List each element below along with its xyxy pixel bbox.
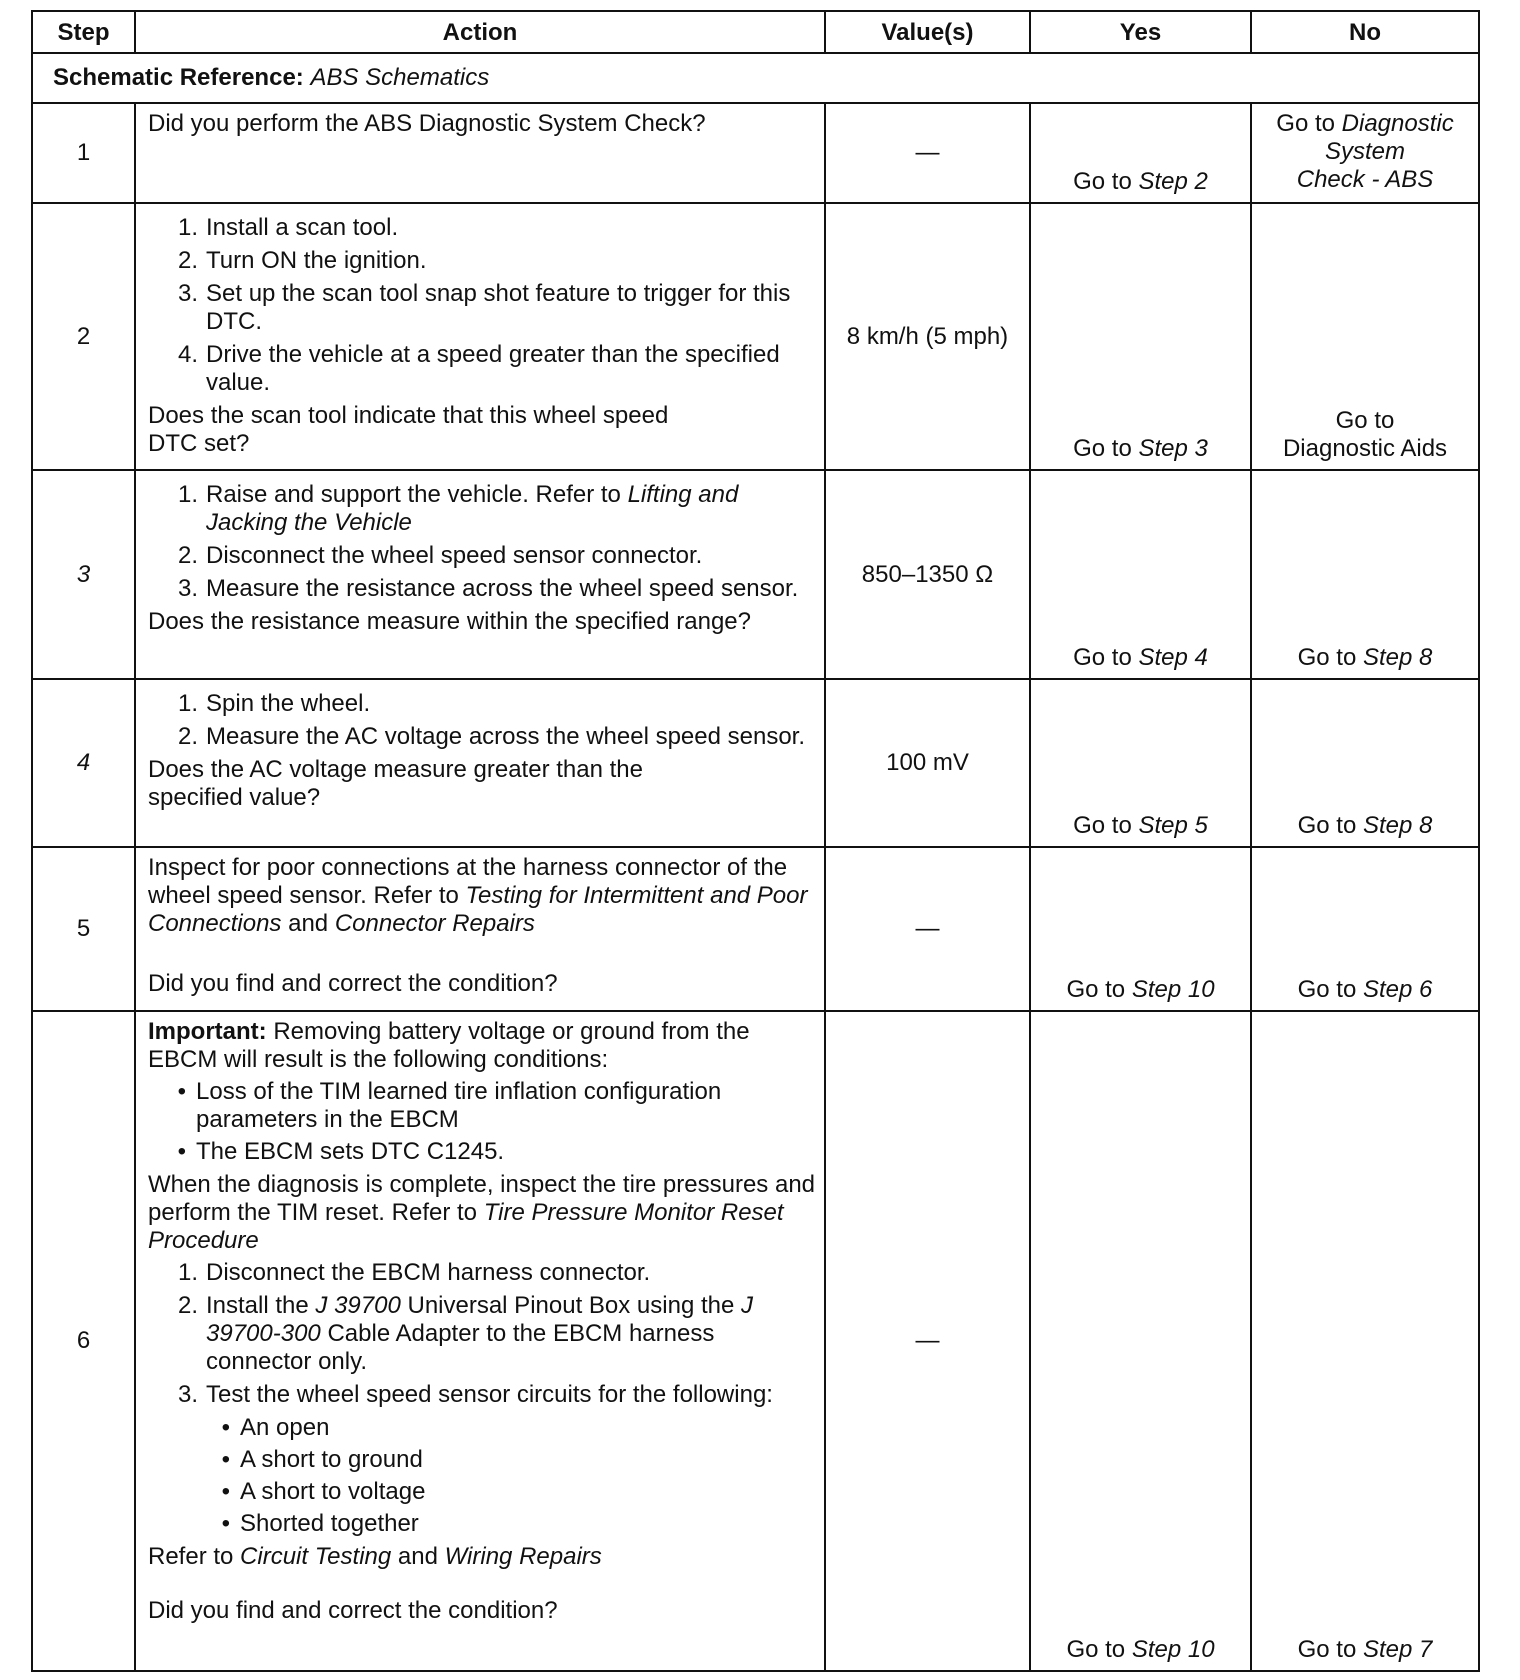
table-row — [32, 203, 1479, 470]
procedure-list — [148, 690, 816, 751]
action-question: Does the AC voltage measure greater than the specified value? — [148, 756, 643, 811]
yes-step-link[interactable]: Step 5 — [1138, 812, 1208, 839]
list-item: 1. Install a scan tool. — [177, 214, 399, 241]
value-cell: — — [825, 847, 1030, 1011]
yes-step-link[interactable]: Step 2 — [1138, 168, 1208, 195]
no-cell — [1251, 203, 1479, 470]
procedure-list — [148, 214, 816, 397]
goto-text: Go to — [1297, 812, 1357, 839]
value-cell: 850–1350 Ω — [825, 470, 1030, 679]
no-step-link[interactable]: Step 8 — [1362, 644, 1433, 671]
important-note: Important: Removing battery voltage or ground from the EBCM will result is the following conditions: — [148, 1018, 750, 1073]
list-item: 3. Measure the resistance across the wheel speed sensor. — [177, 575, 799, 602]
procedure-list — [148, 481, 816, 603]
goto-text: Go to — [1066, 1636, 1126, 1663]
list-item: • Shorted together — [221, 1510, 419, 1537]
list-item: • Loss of the TIM learned tire inflation configuration parameters in the EBCM — [177, 1078, 722, 1133]
no-cell — [1251, 679, 1479, 847]
no-link-line2[interactable]: System — [1324, 138, 1405, 165]
value-cell: — — [825, 103, 1030, 203]
schematic-reference-label: Schematic Reference: — [53, 64, 304, 91]
diagnostic-table — [31, 10, 1480, 1672]
reference-link[interactable]: Testing for Intermittent and Poor Connections — [148, 882, 808, 937]
action-cell — [135, 470, 825, 679]
no-cell — [1251, 1011, 1479, 1671]
no-step-link[interactable]: Step 7 — [1362, 1636, 1433, 1663]
goto-text: Go to — [1073, 812, 1132, 839]
tool-reference: J 39700-300 — [206, 1292, 754, 1347]
goto-text: Go to — [1073, 644, 1132, 671]
step-number: 6 — [32, 1011, 135, 1671]
schematic-reference-link[interactable]: ABS Schematics — [310, 64, 490, 91]
no-step-link[interactable]: Step 6 — [1362, 976, 1433, 1003]
action-cell — [135, 1011, 825, 1671]
yes-step-link[interactable]: Step 3 — [1138, 435, 1208, 462]
header-step: Step — [32, 11, 135, 53]
goto-text: Go to — [1297, 976, 1357, 1003]
value-cell: — — [825, 1011, 1030, 1671]
no-link-line1[interactable]: Diagnostic — [1341, 110, 1454, 137]
goto-text: Go to — [1066, 976, 1126, 1003]
no-cell — [1251, 470, 1479, 679]
action-cell — [135, 203, 825, 470]
yes-step-link[interactable]: Step 10 — [1131, 1636, 1215, 1663]
reference-link[interactable]: Wiring Repairs — [444, 1543, 602, 1570]
schematic-reference — [32, 53, 1479, 103]
step-number: 2 — [32, 203, 135, 470]
goto-text: Go to — [1297, 1636, 1357, 1663]
action-question: Does the resistance measure within the specified range? — [148, 608, 751, 635]
value-cell: 100 mV — [825, 679, 1030, 847]
goto-text: Go to — [1335, 407, 1395, 434]
list-item: 1. Spin the wheel. — [177, 690, 371, 717]
table-row — [32, 847, 1479, 1011]
schematic-reference-row — [32, 53, 1479, 103]
action-question: Did you find and correct the condition? — [148, 970, 558, 997]
yes-cell — [1030, 103, 1251, 203]
header-values: Value(s) — [825, 11, 1030, 53]
no-cell — [1251, 103, 1479, 203]
action-question: Did you perform the ABS Diagnostic System Check? — [148, 110, 706, 137]
list-item: 3. Set up the scan tool snap shot feature to trigger for this DTC. — [177, 280, 791, 335]
reference-link[interactable]: Connector Repairs — [334, 910, 535, 937]
table-row — [32, 1011, 1479, 1671]
yes-step-link[interactable]: Step 4 — [1138, 644, 1208, 671]
action-instruction: Inspect for poor connections at the harness connector of the wheel speed sensor. Refer to Testing for Intermittent and Poor Connections and Connector Repairs — [148, 854, 808, 937]
list-item: 2. Install the J 39700 Universal Pinout Box using the J 39700-300 Cable Adapter to the EBCM harness connector only. — [177, 1292, 754, 1375]
header-no: No — [1251, 11, 1479, 53]
list-item: • The EBCM sets DTC C1245. — [177, 1138, 505, 1165]
goto-text: Go to — [1297, 644, 1357, 671]
list-item: 1. Raise and support the vehicle. Refer to Lifting and Jacking the Vehicle — [177, 481, 739, 536]
list-item: 1. Disconnect the EBCM harness connector. — [177, 1259, 651, 1286]
yes-cell — [1030, 1011, 1251, 1671]
step-number: 4 — [32, 679, 135, 847]
list-item: 2. Measure the AC voltage across the wheel speed sensor. — [177, 723, 806, 750]
yes-cell — [1030, 847, 1251, 1011]
reference-link[interactable]: Circuit Testing — [240, 1543, 392, 1570]
yes-cell — [1030, 679, 1251, 847]
action-cell — [135, 679, 825, 847]
no-step-link[interactable]: Step 8 — [1362, 812, 1433, 839]
table-row — [32, 679, 1479, 847]
tool-reference: J 39700 — [315, 1292, 401, 1319]
action-cell — [135, 103, 825, 203]
list-item: • A short to ground — [221, 1446, 423, 1473]
yes-cell — [1030, 203, 1251, 470]
step-number: 3 — [32, 470, 135, 679]
reset-note: When the diagnosis is complete, inspect the tire pressures and perform the TIM reset. Refer to Tire Pressure Monitor Reset Procedure — [148, 1171, 816, 1254]
step-number: 5 — [32, 847, 135, 1011]
list-item: 4. Drive the vehicle at a speed greater than the specified value. — [177, 341, 780, 396]
condition-list — [148, 1078, 816, 1166]
yes-cell — [1030, 470, 1251, 679]
goto-text: Go to — [1276, 110, 1335, 137]
header-row — [32, 11, 1479, 53]
action-question: Does the scan tool indicate that this wheel speed DTC set? — [148, 402, 669, 457]
table-row — [32, 470, 1479, 679]
header-yes: Yes — [1030, 11, 1251, 53]
step-number: 1 — [32, 103, 135, 203]
header-action: Action — [135, 11, 825, 53]
no-link[interactable]: Diagnostic Aids — [1282, 435, 1448, 462]
value-cell: 8 km/h (5 mph) — [825, 203, 1030, 470]
no-link-line3[interactable]: Check - ABS — [1296, 166, 1434, 193]
yes-step-link[interactable]: Step 10 — [1131, 976, 1215, 1003]
test-list — [148, 1414, 816, 1538]
no-cell — [1251, 847, 1479, 1011]
list-item: • An open — [221, 1414, 330, 1441]
list-item: 2. Disconnect the wheel speed sensor connector. — [177, 542, 703, 569]
refer-note: Refer to Circuit Testing and Wiring Repairs — [148, 1543, 602, 1570]
list-item: • A short to voltage — [221, 1478, 426, 1505]
list-item: 3. Test the wheel speed sensor circuits for the following: — [177, 1381, 773, 1408]
action-question: Did you find and correct the condition? — [148, 1597, 558, 1624]
goto-text: Go to — [1073, 168, 1132, 195]
action-cell — [135, 847, 825, 1011]
important-label: Important: — [148, 1018, 267, 1045]
reference-link[interactable]: Tire Pressure Monitor Reset Procedure — [148, 1199, 784, 1254]
table-row — [32, 103, 1479, 203]
list-item: 2. Turn ON the ignition. — [177, 247, 427, 274]
reference-link[interactable]: Lifting and Jacking the Vehicle — [206, 481, 739, 536]
procedure-list — [148, 1259, 816, 1409]
goto-text: Go to — [1073, 435, 1132, 462]
